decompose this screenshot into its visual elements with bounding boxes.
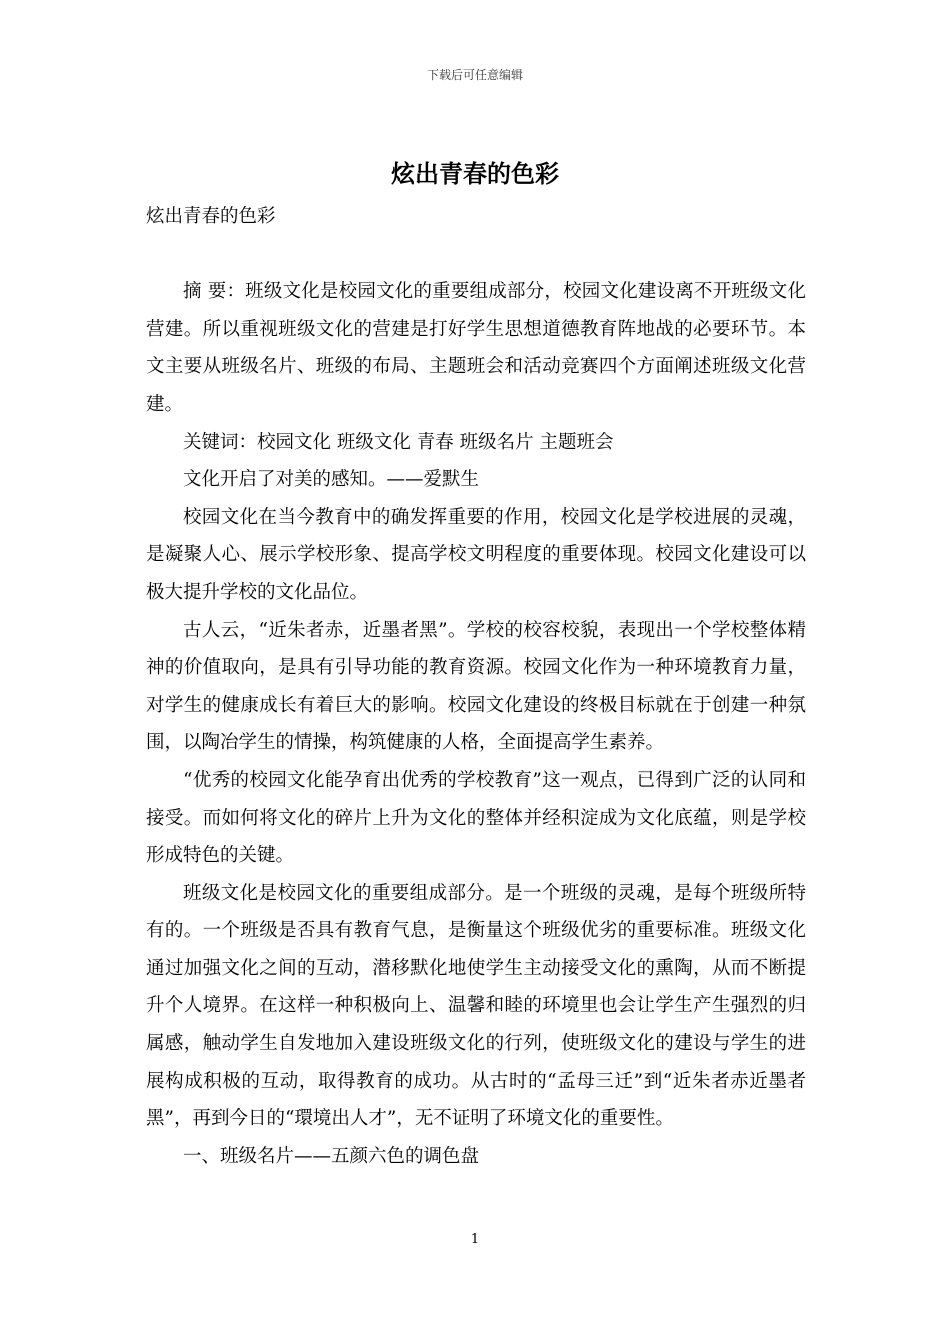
body-paragraph: “优秀的校园文化能孕育出优秀的学校教育”这一观点，已得到广泛的认同和接受。而如何将文化的碎片上升为文化的整体并经积淀成为文化底蕴，则是学校形成特色的关键。 <box>146 769 806 867</box>
page-number: 1 <box>470 1232 480 1247</box>
body-paragraph: 古人云，“近朱者赤，近墨者黑”。学校的校容校貌，表现出一个学校整体精神的价值取向，是具有引导功能的教育资源。校园文化作为一种环境教育力量，对学生的健康成长有着巨大的影响。校园文化建设的终极目标就在于创建一种氛围，以陶冶学生的情操，构筑健康的人格，全面提高学生素养。 <box>146 619 806 754</box>
section-heading: 一、班级名片——五颜六色的调色盘 <box>183 1145 480 1167</box>
page-header: 下载后可任意编辑 <box>426 68 523 82</box>
blank-line <box>146 236 806 274</box>
epigraph-quote: 文化开启了对美的感知。——爱默生 <box>183 469 480 491</box>
abstract-paragraph: 摘 要：班级文化是校园文化的重要组成部分，校园文化建设离不开班级文化营建。所以重视班级文化的营建是打好学生思想道德教育阵地战的必要环节。本文主要从班级名片、班级的布局、主题班会和活动竞赛四个方面阐述班级文化营建。 <box>146 281 806 415</box>
body-paragraph: 校园文化在当今教育中的确发挥重要的作用，校园文化是学校进展的灵魂，是凝聚人心、展示学校形象、提高学校文明程度的重要体现。校园文化建设可以极大提升学校的文化品位。 <box>146 506 806 603</box>
keywords-line: 关键词：校园文化 班级文化 青春 班级名片 主题班会 <box>183 431 614 453</box>
document-title: 炫出青春的色彩 <box>391 159 559 188</box>
body-paragraph: 班级文化是校园文化的重要组成部分。是一个班级的灵魂，是每个班级所特有的。一个班级是否具有教育气息，是衡量这个班级优劣的重要标准。班级文化通过加强文化之间的互动，潜移默化地使学生主动接受文化的熏陶，从而不断提升个人境界。在这样一种积极向上、温馨和睦的环境里也会让学生产生强烈的归属感，触动学生自发地加入建设班级文化的行列，使班级文化的建设与学生的进展构成积极的互动，取得教育的成功。从古时的“孟母三迁”到“近朱者赤近墨者黑”，再到今日的“環境出人才”，无不证明了环境文化的重要性。 <box>146 882 806 1130</box>
document-body <box>146 198 806 1175</box>
document-subtitle: 炫出青春的色彩 <box>146 206 276 227</box>
